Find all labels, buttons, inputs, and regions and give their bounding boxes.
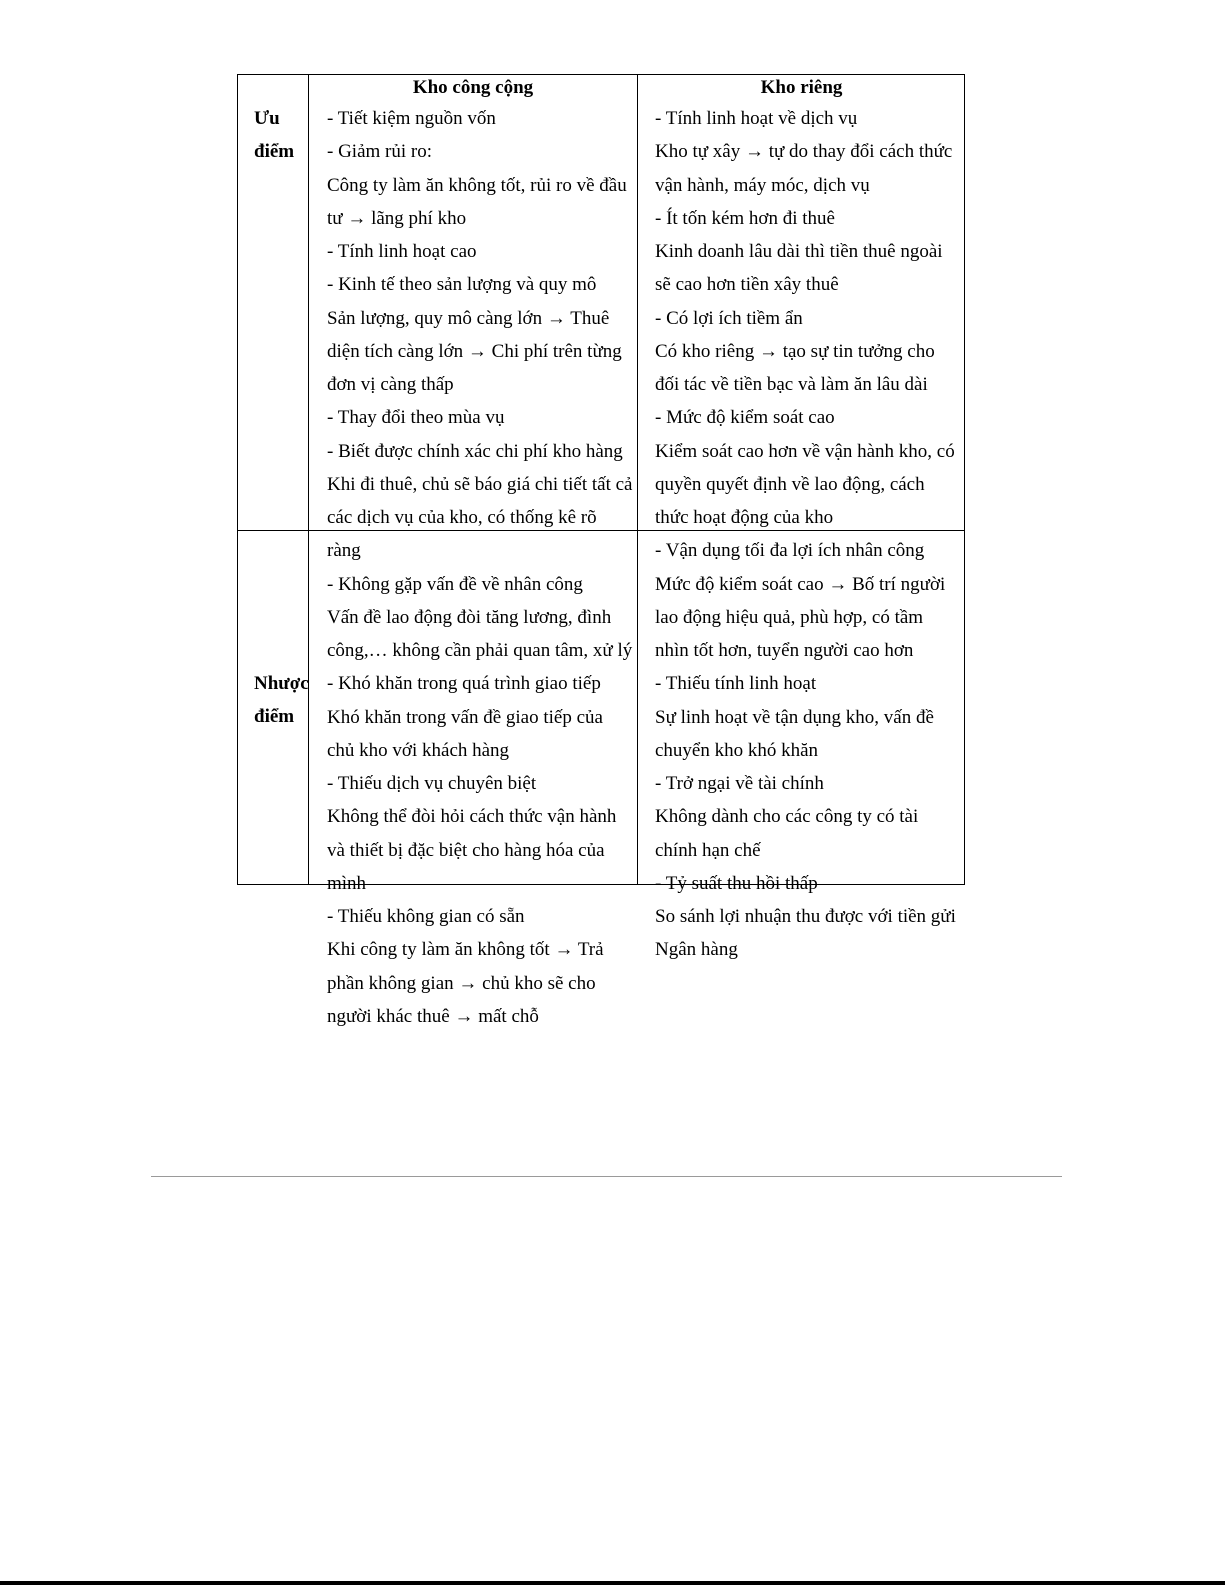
text-line: đối tác về tiền bạc và làm ăn lâu dài xyxy=(655,374,928,395)
row-label-disadvantages-line-1: Nhược xyxy=(254,673,309,694)
text-line: quyền quyết định về lao động, cách xyxy=(655,473,925,495)
page-bottom-edge xyxy=(0,1581,1225,1585)
text-line: Khi đi thuê, chủ sẽ báo giá chi tiết tất cả xyxy=(327,473,633,495)
text-line: phần không gian → chủ kho sẽ cho xyxy=(327,972,596,994)
text-line: các dịch vụ của kho, có thống kê rõ xyxy=(327,507,597,528)
page-divider xyxy=(151,1176,1062,1177)
table-divider-label-column xyxy=(308,74,309,885)
text-line: nhìn tốt hơn, tuyển người cao hơn xyxy=(655,640,914,661)
text-line: Có kho riêng → tạo sự tin tưởng cho xyxy=(655,340,935,362)
text-line: - Tỷ suất thu hồi thấp xyxy=(655,872,818,894)
text-line: Không thể đòi hỏi cách thức vận hành xyxy=(327,806,617,828)
text-line: - Thiếu dịch vụ chuyên biệt xyxy=(327,773,537,794)
text-line: - Không gặp vấn đề về nhân công xyxy=(327,573,583,595)
text-line: - Kinh tế theo sản lượng và quy mô xyxy=(327,274,597,296)
text-line: - Thiếu không gian có sẵn xyxy=(327,906,525,927)
text-line: diện tích càng lớn → Chi phí trên từng xyxy=(327,340,622,362)
text-line: - Giảm rủi ro: xyxy=(327,141,433,163)
text-line: Không dành cho các công ty có tài xyxy=(655,806,919,828)
text-line: - Mức độ kiểm soát cao xyxy=(655,407,835,429)
text-line: công,… không cần phải quan tâm, xử lý xyxy=(327,640,633,661)
row-label-disadvantages xyxy=(254,667,314,733)
table-divider-middle xyxy=(637,74,638,885)
private-warehouse-text xyxy=(655,102,956,967)
text-line: Mức độ kiểm soát cao → Bố trí người xyxy=(655,573,946,595)
text-line: - Vận dụng tối đa lợi ích nhân công xyxy=(655,540,925,562)
text-line: Vấn đề lao động đòi tăng lương, đình xyxy=(327,606,612,628)
text-line: Kinh doanh lâu dài thì tiền thuê ngoài xyxy=(655,241,943,262)
text-line: thức hoạt động của kho xyxy=(655,507,834,528)
text-line: - Tính linh hoạt cao xyxy=(327,241,477,262)
text-line: So sánh lợi nhuận thu được với tiền gửi xyxy=(655,906,956,927)
text-line: vận hành, máy móc, dịch vụ xyxy=(655,174,870,196)
text-line: - Trở ngại về tài chính xyxy=(655,773,824,794)
text-line: - Tính linh hoạt về dịch vụ xyxy=(655,108,858,129)
text-line: Kho tự xây → tự do thay đổi cách thức xyxy=(655,141,953,163)
text-line: người khác thuê → mất chỗ xyxy=(327,1005,539,1027)
text-line: Công ty làm ăn không tốt, rủi ro về đầu xyxy=(327,174,627,196)
text-line: - Có lợi ích tiềm ẩn xyxy=(655,307,803,329)
text-line: sẽ cao hơn tiền xây thuê xyxy=(655,274,839,296)
text-line: chủ kho với khách hàng xyxy=(327,739,510,761)
text-line: - Khó khăn trong quá trình giao tiếp xyxy=(327,673,601,695)
text-line: đơn vị càng thấp xyxy=(327,374,454,395)
row-label-advantages-line-2: điểm xyxy=(254,141,295,162)
text-line: - Thiếu tính linh hoạt xyxy=(655,673,817,695)
text-line: Khó khăn trong vấn đề giao tiếp của xyxy=(327,706,603,728)
text-line: chuyển kho khó khăn xyxy=(655,739,819,761)
text-line: - Thay đổi theo mùa vụ xyxy=(327,407,505,429)
row-label-disadvantages-line-2: điểm xyxy=(254,706,295,727)
text-line: - Ít tốn kém hơn đi thuê xyxy=(655,207,835,229)
text-line: và thiết bị đặc biệt cho hàng hóa của xyxy=(327,839,605,861)
header-public-warehouse: Kho công cộng xyxy=(412,77,534,98)
text-line: Sản lượng, quy mô càng lớn → Thuê xyxy=(327,307,610,329)
text-line: Kiểm soát cao hơn về vận hành kho, có xyxy=(655,440,955,462)
row-label-advantages-line-1: Ưu xyxy=(254,108,280,129)
text-line: - Tiết kiệm nguồn vốn xyxy=(327,108,496,129)
text-line: Khi công ty làm ăn không tốt → Trả xyxy=(327,939,604,961)
text-line: tư → lãng phí kho xyxy=(327,207,467,229)
text-line: - Biết được chính xác chi phí kho hàng xyxy=(327,440,623,462)
header-private-warehouse: Kho riêng xyxy=(760,77,843,98)
public-warehouse-text xyxy=(327,102,632,1033)
text-line: ràng xyxy=(327,540,361,562)
text-line: mình xyxy=(327,872,367,894)
row-label-advantages xyxy=(254,102,314,168)
text-line: Ngân hàng xyxy=(655,939,738,961)
text-line: Sự linh hoạt về tận dụng kho, vấn đề xyxy=(655,706,934,728)
text-line: chính hạn chế xyxy=(655,839,761,861)
text-line: lao động hiệu quả, phù hợp, có tầm xyxy=(655,606,924,628)
